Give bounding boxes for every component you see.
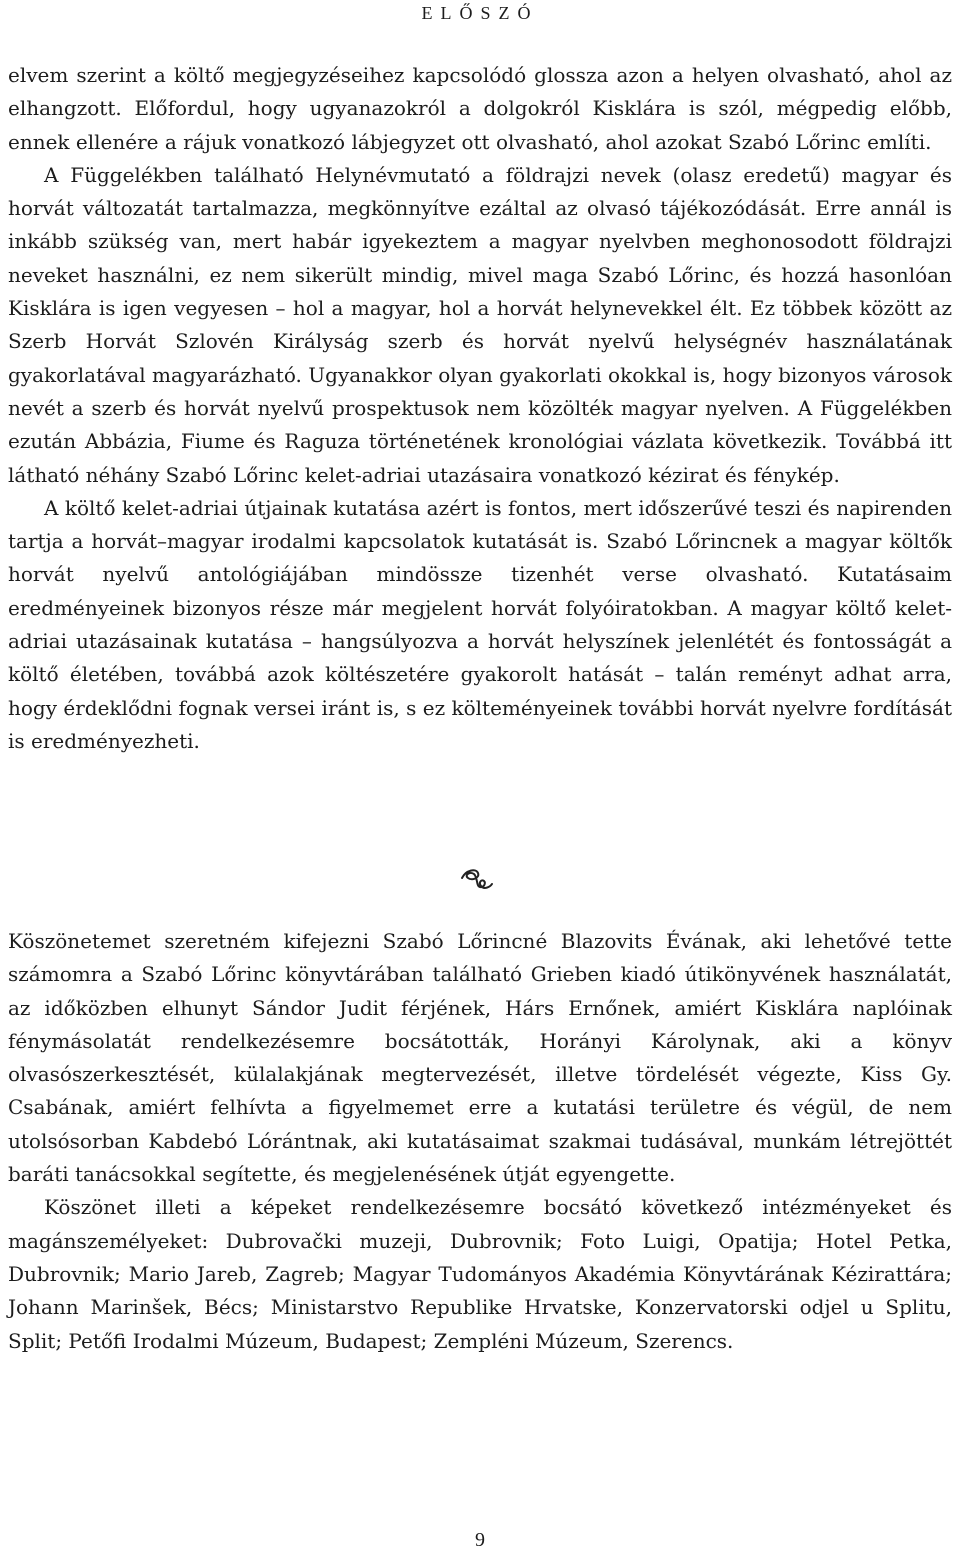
paragraph: A Függelékben található Helynévmutató a földrajzi nevek (olasz eredetű) magyar és horvát változatát tartalmazza, megkönnyítve ezáltal az olvasó tájékozódását. Erre annál is inkább szükség van, mert habár igyekeztem a magyar nyelvben meghonosodott földrajzi neveket használni, ez nem sikerült mindig, mivel maga Szabó Lőrinc, és hozzá hasonlóan Kisklára is igen vegyesen – hol a magyar, hol a horvát helynevekkel élt. Ez többek között az Szerb Horvát Szlovén Királyság szerb és horvát nyelvű helységnév használatának gyakorlatával magyarázható. Ugyanakkor olyan gyakorlati okokkal is, hogy bizonyos városok nevét a szerb és horvát nyelvű prospektusok nem közölték magyar nyelven. A Függelékben ezután Abbázia, Fiume és Raguza történetének kronológiai vázlata következik. Továbbá itt látható néhány Szabó Lőrinc kelet-adriai utazásaira vonatkozó kézirat és fénykép.	[8, 162, 952, 487]
paragraph: Köszönetemet szeretném kifejezni Szabó Lőrincné Blazovits Évának, aki lehetővé tette számomra a Szabó Lőrinc könyvtárában található Grieben kiadó útikönyvének használatát, az időközben elhunyt Sándor Judit férjének, Hárs Ernőnek, amiért Kisklára naplóinak fénymásolatát rendelkezésemre bocsátották, Horányi Károlynak, aki a könyv olvasószerkesztését, külalakjának megtervezését, illetve tördelését végezte, Kiss Gy. Csabának, amiért felhívta a figyelmemet erre a kutatási területre és végül, de nem utolsósorban Kabdebó Lórántnak, aki kutatásaimat szakmai tudásával, munkám létrejöttét baráti tanácsokkal segítette, és megjelenésének útját egyengette.	[8, 929, 952, 1187]
paragraph: A költő kelet-adriai útjainak kutatása azért is fontos, mert időszerűvé teszi és napirenden tartja a horvát–magyar irodalmi kapcsolatok kutatását is. Szabó Lőrincnek a magyar költők horvát nyelvű antológiájában mindössze tizenhét verse olvasható. Kutatásaim eredményeinek bizonyos része már megjelent horvát folyóiratokban. A magyar költő kelet-adriai utazásainak kutatása – hangsúlyozva a horvát helyszínek jelenlétét és fontosságát a költő életében, továbbá azok költészetére gyakorolt hatását – talán reményt adhat arra, hogy érdeklődni fognak versei iránt is, s ez költeményeinek további horvát nyelvre fordítását is eredményezheti.	[8, 495, 952, 753]
paragraph: elvem szerint a költő megjegyzéseihez kapcsolódó glossza azon a helyen olvasható, ahol az elhangzott. Előfordul, hogy ugyanazokról a dolgokról Kisklára is szól, mégpedig előbb, ennek ellenére a rájuk vonatkozó lábjegyzet ott olvasható, ahol azokat Szabó Lőrinc említi.	[8, 63, 952, 154]
foreword-body	[8, 59, 952, 758]
paragraph: Köszönet illeti a képeket rendelkezésemre bocsátó következő intézményeket és magánszemélyeket: Dubrovački muzeji, Dubrovnik; Foto Luigi, Opatija; Hotel Petka, Dubrovnik; Mario Jareb, Zagreb; Magyar Tudományos Akadémia Könyvtárának Kézirattára; Johann Marinšek, Bécs; Ministarstvo Republike Hrvatske, Konzervatorski odjel u Splitu, Split; Petőfi Irodalmi Múzeum, Budapest; Zempléni Múzeum, Szerencs.	[8, 1195, 952, 1353]
page-number: 9	[475, 1529, 485, 1551]
section-break-flourish-icon	[440, 860, 500, 900]
running-head: ELŐSZÓ	[421, 3, 539, 23]
acknowledgements-body	[8, 925, 952, 1358]
